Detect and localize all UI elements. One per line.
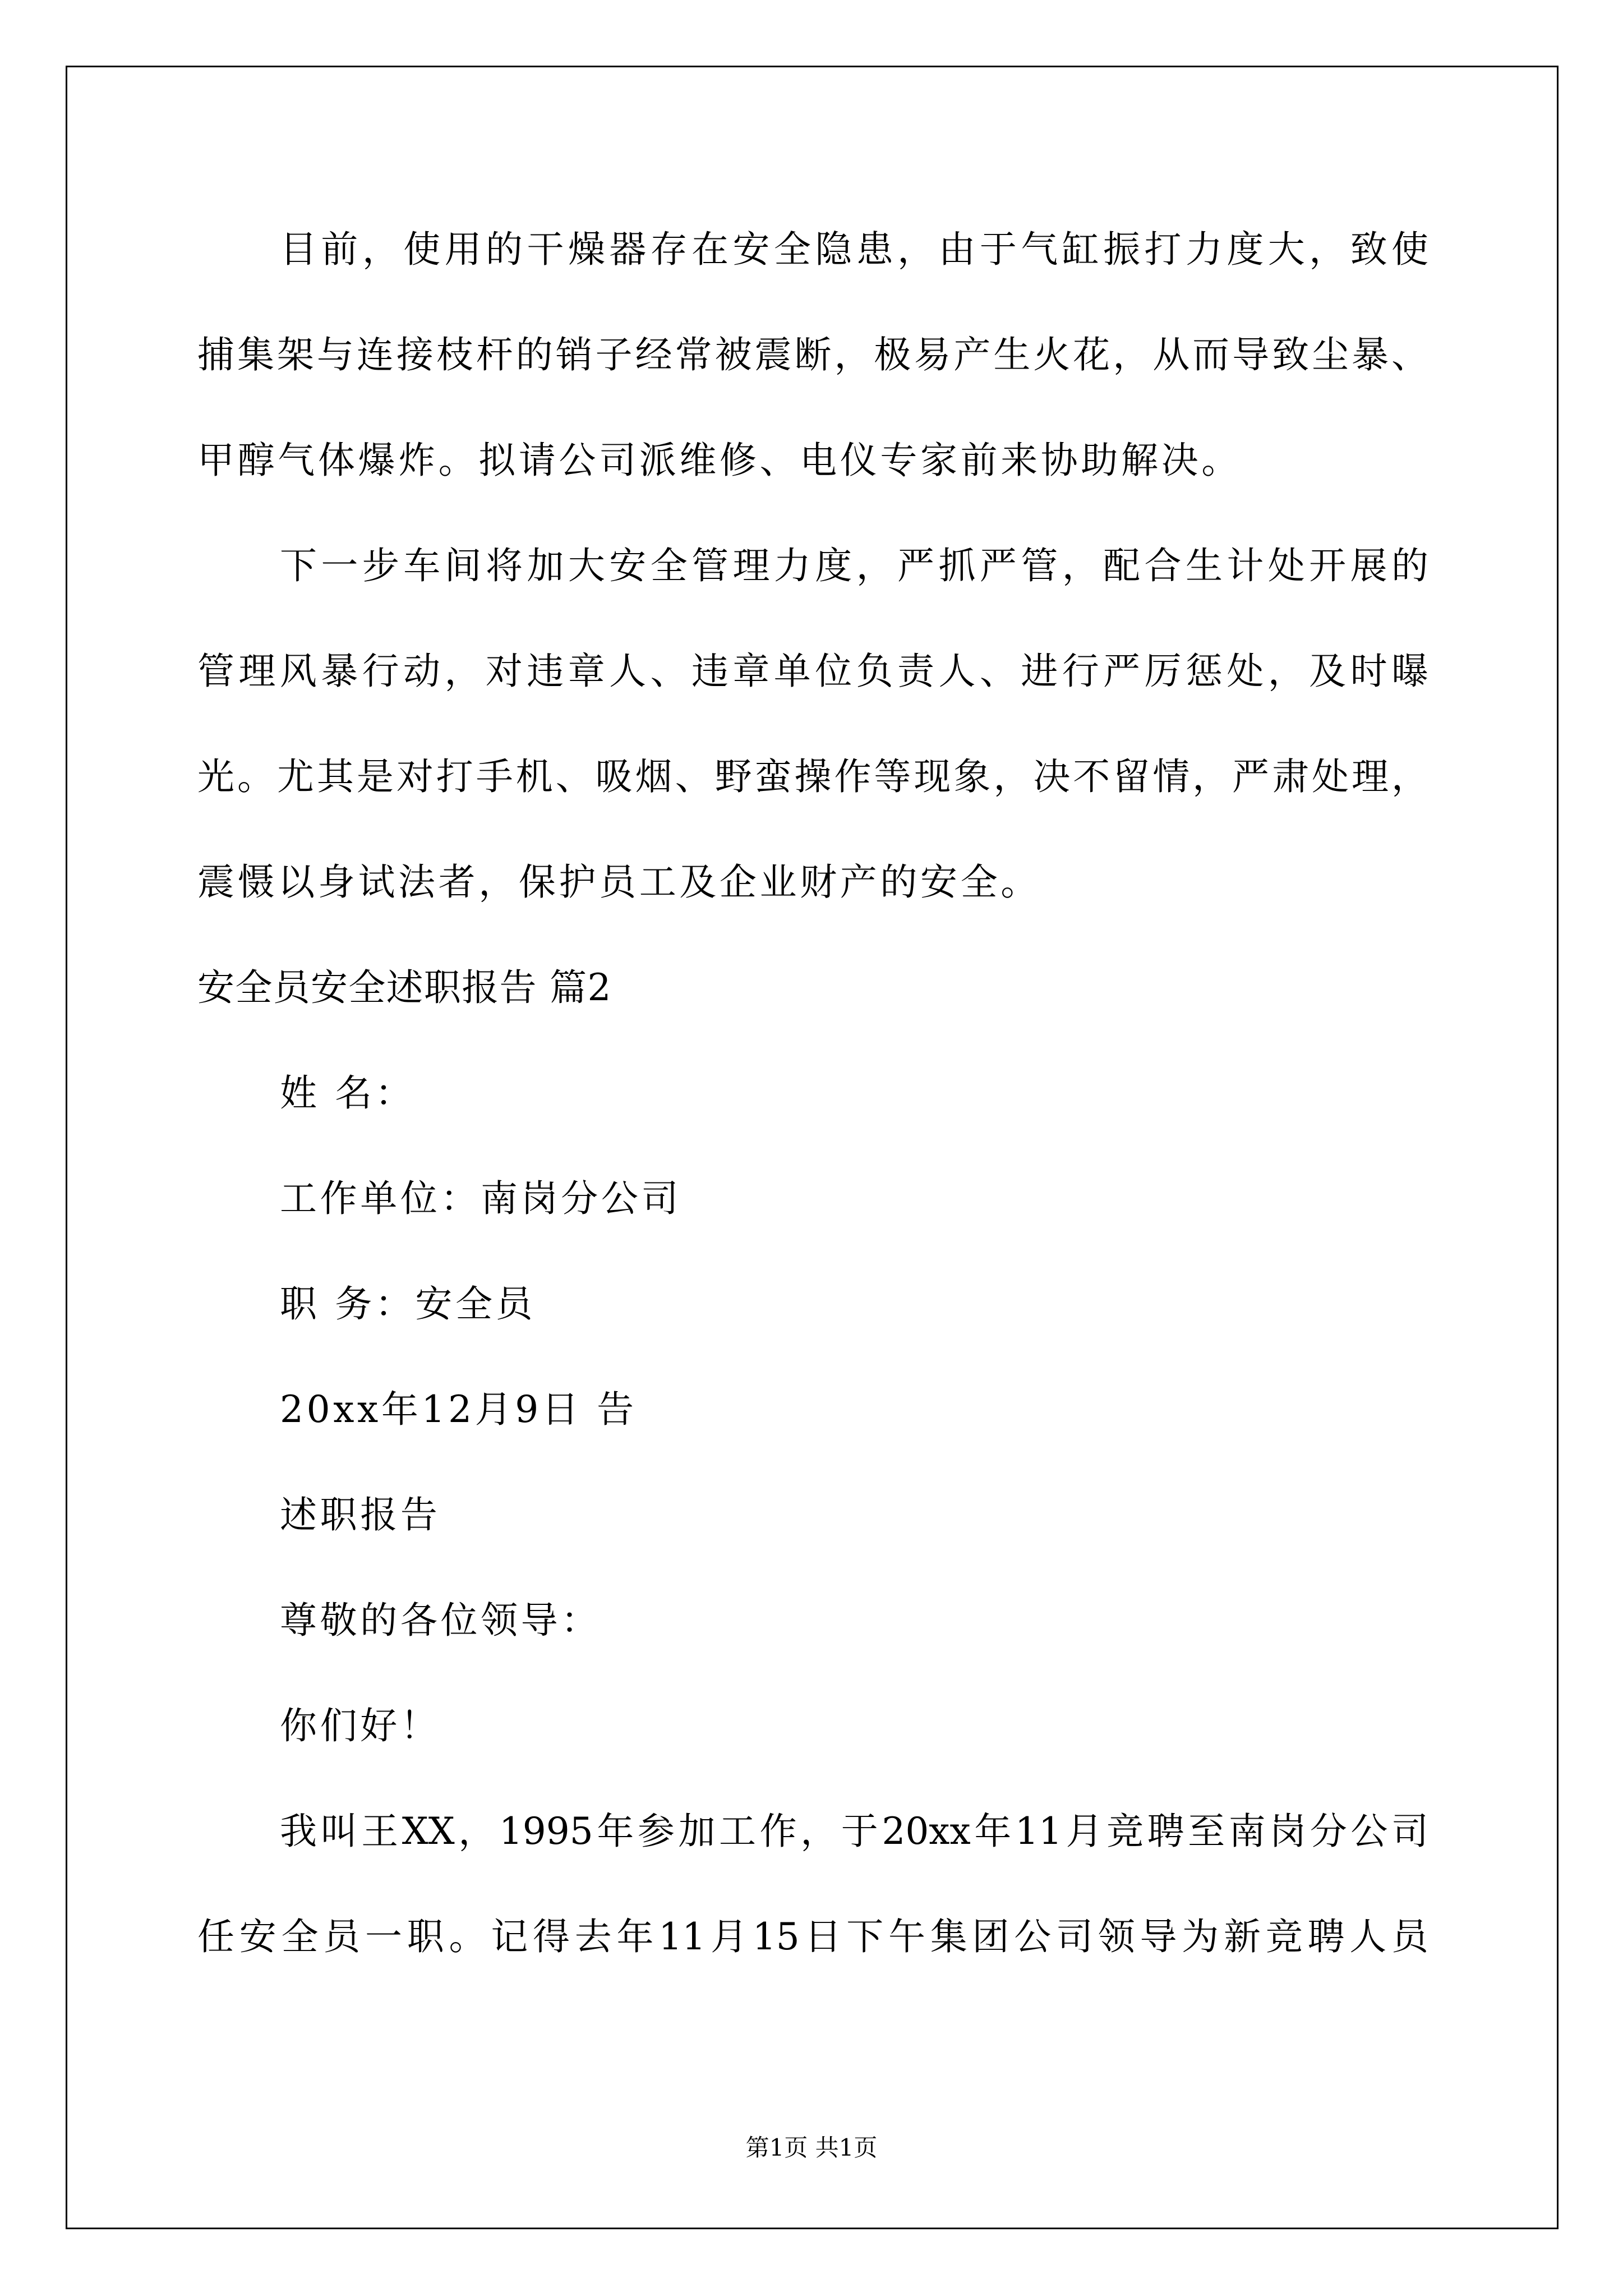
name-field-label: 姓 名： (280, 1071, 416, 1115)
paragraph-line: 甲醇气体爆炸。拟请公司派维修、电仪专家前来协助解决。 (197, 439, 1242, 482)
paragraph-line: 管理风暴行动，对违章人、违章单位负责人、进行严厉惩处，及时曝 (197, 650, 1428, 693)
paragraph-line: 我叫王XX，1995年参加工作，于20xx年11月竞聘至南岗分公司 (280, 1810, 1428, 1853)
paragraph-line: 任安全员一职。记得去年11月15日下午集团公司领导为新竞聘人员 (197, 1915, 1428, 1958)
paragraph-line: 捕集架与连接枝杆的销子经常被震断，极易产生火花，从而导致尘暴、 (197, 333, 1428, 376)
work-unit-line: 工作单位：南岗分公司 (280, 1177, 682, 1220)
report-title-line: 述职报告 (280, 1493, 441, 1536)
salutation-line: 尊敬的各位领导： (280, 1599, 601, 1642)
page-number-footer: 第1页 共1页 (745, 2134, 878, 2161)
section-heading: 安全员安全述职报告 篇2 (197, 966, 612, 1009)
date-line: 20xx年12月9日 告 (280, 1388, 637, 1431)
paragraph-line: 下一步车间将加大安全管理力度，严抓严管，配合生计处开展的 (280, 544, 1428, 587)
paragraph-line: 目前，使用的干燥器存在安全隐患，由于气缸振打力度大，致使 (280, 228, 1428, 271)
position-line: 职 务：安全员 (280, 1282, 536, 1326)
paragraph-line: 光。尤其是对打手机、吸烟、野蛮操作等现象，决不留情，严肃处理， (197, 755, 1428, 798)
greeting-line: 你们好！ (280, 1704, 441, 1747)
paragraph-line: 震慑以身试法者，保护员工及企业财产的安全。 (197, 861, 1041, 904)
page-border (66, 66, 1559, 2229)
